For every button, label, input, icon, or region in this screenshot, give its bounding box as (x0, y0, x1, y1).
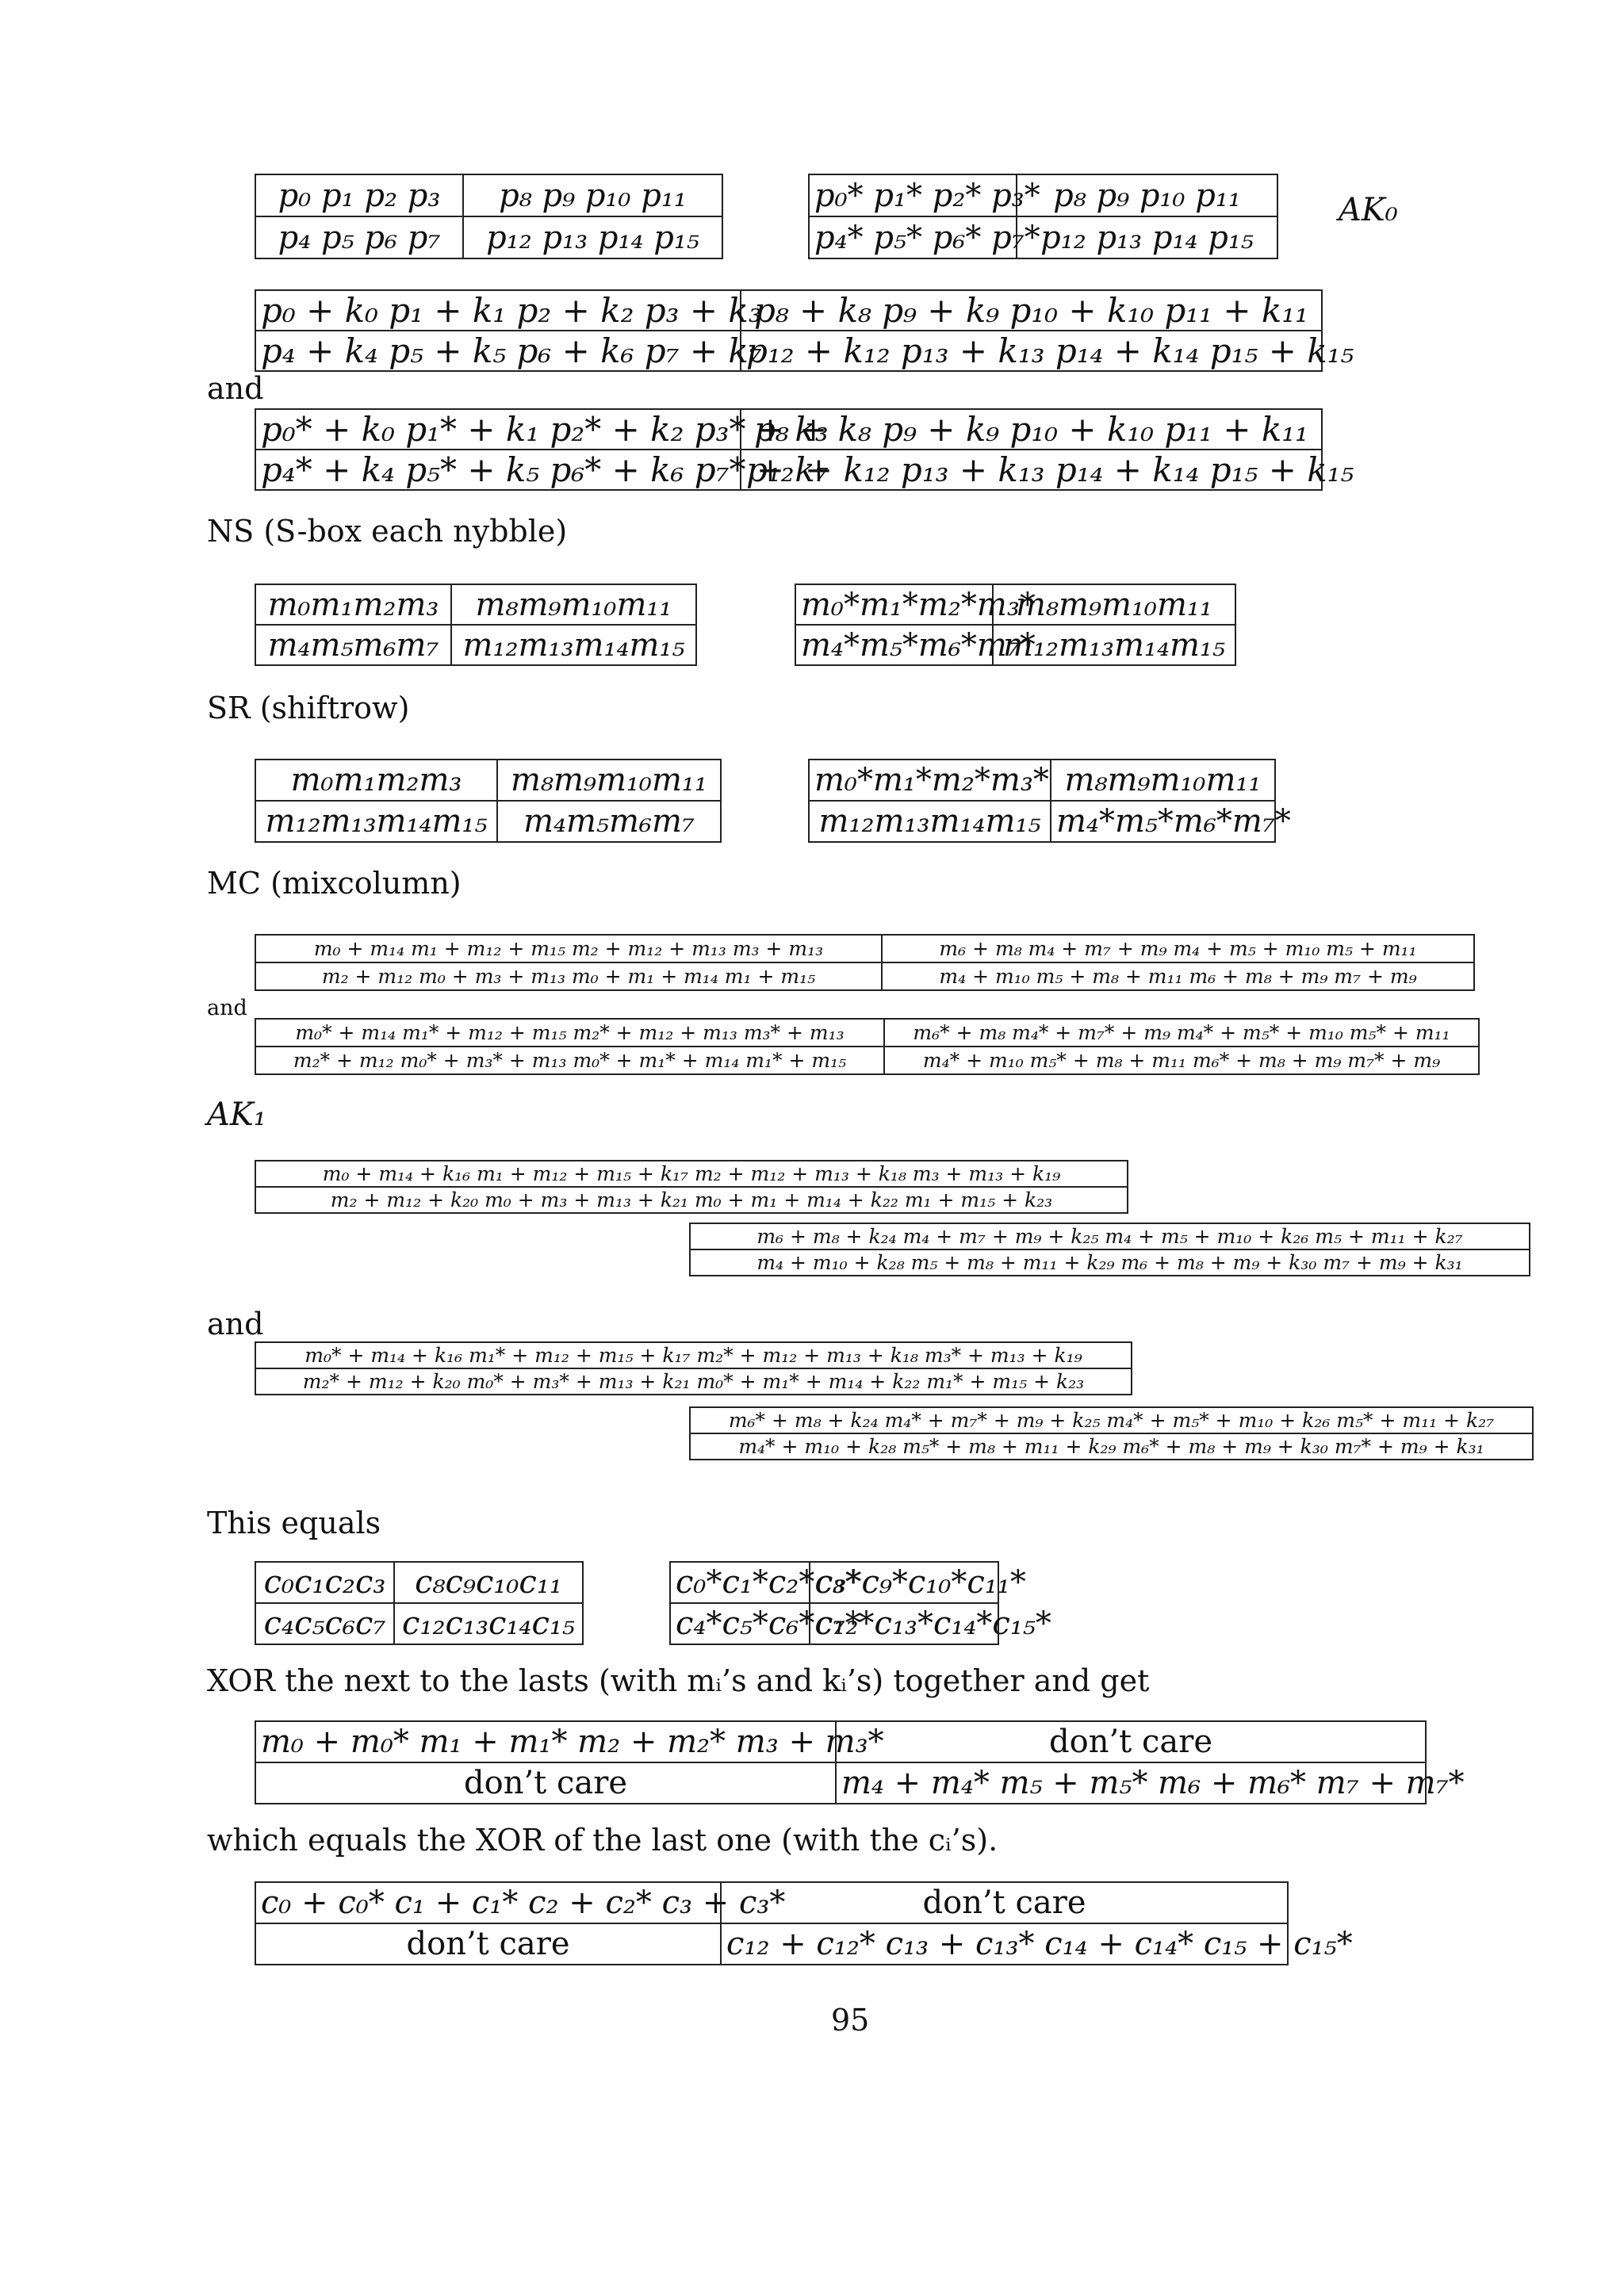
cell: p₁₂ p₁₃ p₁₄ p₁₅ (463, 216, 722, 258)
cell: c₄*c₅*c₆*c₇* (670, 1603, 810, 1644)
ak1-heading: AK₁ (207, 1096, 266, 1133)
cell: m₈m₉m₁₀m₁₁ (993, 584, 1235, 625)
cell: m₀*m₁*m₂*m₃* (795, 584, 993, 625)
xor-heading: XOR the next to the lasts (with mᵢ’s and kᵢ’s) together and get (207, 1663, 1150, 1698)
cell: m₆ + m₈ m₄ + m₇ + m₉ m₄ + m₅ + m₁₀ m₅ + m₁₁ (882, 935, 1474, 962)
cell: p₄* + k₄ p₅* + k₅ p₆* + k₆ p₇* + k₇ (255, 450, 741, 490)
starred-mc-state-table (255, 1018, 1480, 1075)
cell: m₆* + m₈ m₄* + m₇* + m₉ m₄* + m₅* + m₁₀ m₅* + m₁₁ (884, 1019, 1479, 1047)
ns-state-table (255, 584, 697, 666)
which-heading: which equals the XOR of the last one (with the cᵢ’s). (207, 1823, 998, 1858)
cell: m₄ + m₁₀ + k₂₈ m₅ + m₈ + m₁₁ + k₂₉ m₆ + m₈ + m₉ + k₃₀ m₇ + m₉ + k₃₁ (690, 1249, 1530, 1276)
mc-state-table (255, 934, 1475, 991)
ns-heading: NS (S-box each nybble) (207, 514, 568, 549)
cell: p₁₂ p₁₃ p₁₄ p₁₅ (1017, 216, 1277, 258)
xor-m-state-table (255, 1720, 1465, 1804)
cell: m₀* + m₁₄ m₁* + m₁₂ + m₁₅ m₂* + m₁₂ + m₁₃ m₃* + m₁₃ (255, 1019, 884, 1047)
starred-ak1-state-table-bottom (689, 1406, 1534, 1460)
cell: m₄m₅m₆m₇ (497, 801, 721, 842)
cell: m₄m₅m₆m₇ (255, 625, 451, 665)
cell: p₁₂ + k₁₂ p₁₃ + k₁₃ p₁₄ + k₁₄ p₁₅ + k₁₅ (741, 331, 1322, 371)
page-number: 95 (831, 2003, 870, 2038)
cell: m₂* + m₁₂ + k₂₀ m₀* + m₃* + m₁₃ + k₂₁ m₀* + m₁* + m₁₄ + k₂₂ m₁* + m₁₅ + k₂₃ (255, 1368, 1132, 1395)
cell: m₁₂m₁₃m₁₄m₁₅ (809, 801, 1051, 842)
cell: m₂ + m₁₂ m₀ + m₃ + m₁₃ m₀ + m₁ + m₁₄ m₁ + m₁₅ (255, 962, 882, 990)
cell: m₄ + m₁₀ m₅ + m₈ + m₁₁ m₆ + m₈ + m₉ m₇ + m₉ (882, 962, 1474, 990)
cell: m₄*m₅*m₆*m₇* (795, 625, 993, 665)
ak0-label: AK₀ (1339, 192, 1398, 228)
mc-heading: MC (mixcolumn) (207, 866, 462, 901)
cell: m₀ + m₀* m₁ + m₁* m₂ + m₂* m₃ + m₃* (255, 1721, 836, 1762)
cell: m₈m₉m₁₀m₁₁ (1051, 760, 1275, 801)
cell: m₀m₁m₂m₃ (255, 760, 497, 801)
cell: don’t care (255, 1923, 721, 1965)
equals-heading: This equals (207, 1506, 381, 1540)
cell: m₂ + m₁₂ + k₂₀ m₀ + m₃ + m₁₃ + k₂₁ m₀ + m₁ + m₁₄ + k₂₂ m₁ + m₁₅ + k₂₃ (255, 1187, 1128, 1213)
ak1-state-table-bottom (689, 1223, 1530, 1276)
cell: p₀ + k₀ p₁ + k₁ p₂ + k₂ p₃ + k₃ (255, 290, 741, 331)
cell: m₄* + m₁₀ + k₂₈ m₅* + m₈ + m₁₁ + k₂₉ m₆* + m₈ + m₉ + k₃₀ m₇* + m₉ + k₃₁ (690, 1433, 1533, 1460)
cell: m₁₂m₁₃m₁₄m₁₅ (255, 801, 497, 842)
cell: c₈*c₉*c₁₀*c₁₁* (810, 1562, 998, 1603)
cell: m₆ + m₈ + k₂₄ m₄ + m₇ + m₉ + k₂₅ m₄ + m₅ + m₁₀ + k₂₆ m₅ + m₁₁ + k₂₇ (690, 1223, 1530, 1249)
cell: p₀* p₁* p₂* p₃* (809, 174, 1017, 216)
starred-ciphertext-state-table (669, 1561, 1051, 1645)
cell: c₁₂*c₁₃*c₁₄*c₁₅* (810, 1603, 998, 1644)
sr-heading: SR (shiftrow) (207, 691, 410, 725)
cell: c₀ + c₀* c₁ + c₁* c₂ + c₂* c₃ + c₃* (255, 1882, 721, 1923)
and-label: and (207, 1307, 264, 1341)
cell: m₁₂m₁₃m₁₄m₁₅ (993, 625, 1235, 665)
cell: m₀*m₁*m₂*m₃* (809, 760, 1051, 801)
plaintext-state-table (255, 174, 723, 259)
cell: m₈m₉m₁₀m₁₁ (451, 584, 696, 625)
cell: p₄* p₅* p₆* p₇* (809, 216, 1017, 258)
cell: c₀*c₁*c₂*c₃* (670, 1562, 810, 1603)
ak1-state-table-top (255, 1160, 1128, 1214)
cell: c₁₂ + c₁₂* c₁₃ + c₁₃* c₁₄ + c₁₄* c₁₅ + c₁₅* (721, 1923, 1288, 1965)
and-label: and (207, 371, 264, 406)
cell: p₈ + k₈ p₉ + k₉ p₁₀ + k₁₀ p₁₁ + k₁₁ (741, 409, 1322, 450)
cell: don’t care (721, 1882, 1288, 1923)
cell: p₁₂ + k₁₂ p₁₃ + k₁₃ p₁₄ + k₁₄ p₁₅ + k₁₅ (741, 450, 1322, 490)
cell: m₀* + m₁₄ + k₁₆ m₁* + m₁₂ + m₁₅ + k₁₇ m₂* + m₁₂ + m₁₃ + k₁₈ m₃* + m₁₃ + k₁₉ (255, 1342, 1132, 1368)
cell: p₈ + k₈ p₉ + k₉ p₁₀ + k₁₀ p₁₁ + k₁₁ (741, 290, 1322, 331)
add-key-state-table (255, 289, 1354, 372)
cell: don’t care (836, 1721, 1426, 1762)
cell: p₄ + k₄ p₅ + k₅ p₆ + k₆ p₇ + k₇ (255, 331, 741, 371)
and-label: and (207, 996, 247, 1020)
cell: c₈c₉c₁₀c₁₁ (394, 1562, 583, 1603)
cell: c₄c₅c₆c₇ (255, 1603, 394, 1644)
starred-ak1-state-table-top (255, 1341, 1132, 1395)
ciphertext-state-table (255, 1561, 584, 1645)
cell: m₂* + m₁₂ m₀* + m₃* + m₁₃ m₀* + m₁* + m₁₄ m₁* + m₁₅ (255, 1047, 884, 1074)
cell: m₈m₉m₁₀m₁₁ (497, 760, 721, 801)
cell: m₀ + m₁₄ m₁ + m₁₂ + m₁₅ m₂ + m₁₂ + m₁₃ m₃ + m₁₃ (255, 935, 882, 962)
cell: p₀* + k₀ p₁* + k₁ p₂* + k₂ p₃* + k₃ (255, 409, 741, 450)
xor-c-state-table (255, 1881, 1353, 1965)
cell: p₀ p₁ p₂ p₃ (255, 174, 463, 216)
cell: m₁₂m₁₃m₁₄m₁₅ (451, 625, 696, 665)
cell: c₀c₁c₂c₃ (255, 1562, 394, 1603)
cell: p₈ p₉ p₁₀ p₁₁ (1017, 174, 1277, 216)
cell: don’t care (255, 1762, 836, 1804)
cell: m₄*m₅*m₆*m₇* (1051, 801, 1275, 842)
cell: c₁₂c₁₃c₁₄c₁₅ (394, 1603, 583, 1644)
starred-ns-state-table (795, 584, 1236, 666)
cell: m₀m₁m₂m₃ (255, 584, 451, 625)
cell: m₀ + m₁₄ + k₁₆ m₁ + m₁₂ + m₁₅ + k₁₇ m₂ + m₁₂ + m₁₃ + k₁₈ m₃ + m₁₃ + k₁₉ (255, 1161, 1128, 1187)
cell: p₄ p₅ p₆ p₇ (255, 216, 463, 258)
cell: m₄ + m₄* m₅ + m₅* m₆ + m₆* m₇ + m₇* (836, 1762, 1426, 1804)
cell: m₄* + m₁₀ m₅* + m₈ + m₁₁ m₆* + m₈ + m₉ m₇* + m₉ (884, 1047, 1479, 1074)
cell: p₈ p₉ p₁₀ p₁₁ (463, 174, 722, 216)
cell: m₆* + m₈ + k₂₄ m₄* + m₇* + m₉ + k₂₅ m₄* + m₅* + m₁₀ + k₂₆ m₅* + m₁₁ + k₂₇ (690, 1407, 1533, 1433)
starred-add-key-state-table (255, 408, 1354, 491)
starred-plaintext-state-table (808, 174, 1278, 259)
starred-sr-state-table (808, 759, 1291, 843)
sr-state-table (255, 759, 722, 843)
